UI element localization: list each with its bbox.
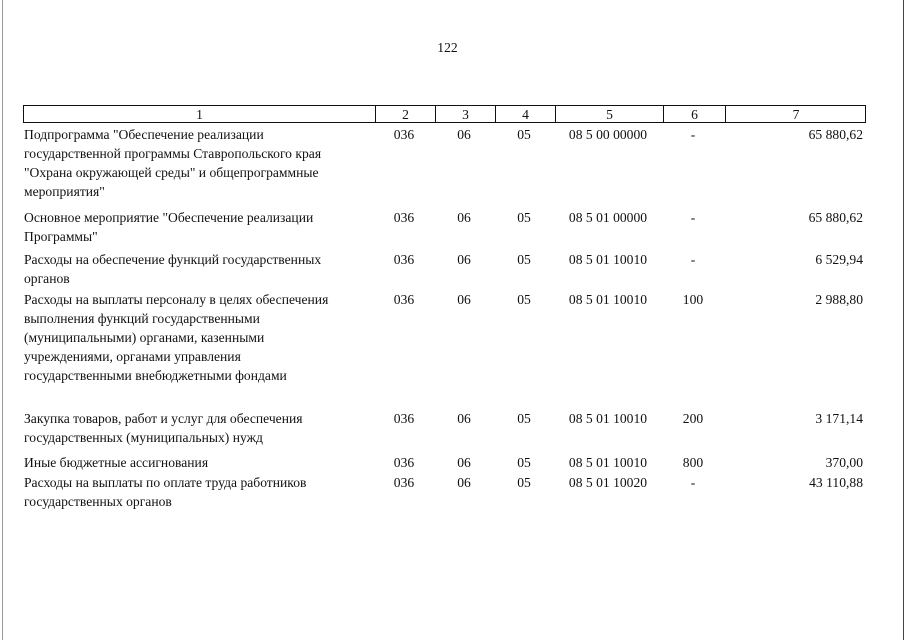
row-code-section: 06 [457,127,471,142]
row-code-section: 06 [457,455,471,470]
row-name: Подпрограмма "Обеспечение реализации государственной программы Ставропольского края "Охрана окружающей среды" и общепрограммные мероприятия" [24,127,322,199]
row-code-subsection: 05 [517,210,531,225]
row-code-ministry: 036 [393,475,415,490]
row-code-section: 06 [457,292,471,307]
row-name: Иные бюджетные ассигнования [24,455,209,470]
row-name: Расходы на выплаты персоналу в целях обеспечения выполнения функций государственными (муниципальными) органами, казенными учреждениями, органами управления государственными внебюджетными фондами [24,292,329,383]
row-amount: 65 880,62 [808,210,863,225]
row-code-section: 06 [457,475,471,490]
row-code-expense-type: - [690,475,696,490]
row-name: Закупка товаров, работ и услуг для обеспечения государственных (муниципальных) нужд [24,411,303,445]
row-amount: 370,00 [825,455,863,470]
row-amount: 2 988,80 [815,292,863,307]
row-code-target: 08 5 01 10010 [568,292,648,307]
row-amount: 65 880,62 [808,127,863,142]
row-code-subsection: 05 [517,411,531,426]
row-code-target: 08 5 01 00000 [568,210,648,225]
page-edge-right [903,0,904,640]
row-code-expense-type: - [690,252,696,267]
row-name: Расходы на выплаты по оплате труда работников государственных органов [24,475,307,509]
row-code-subsection: 05 [517,475,531,490]
row-code-ministry: 036 [393,455,415,470]
column-header-5: 5 [555,106,663,122]
row-code-section: 06 [457,411,471,426]
column-header-1: 1 [196,107,203,122]
column-header-3: 3 [435,106,495,122]
row-amount: 3 171,14 [815,411,863,426]
row-amount: 43 110,88 [809,475,863,490]
column-header-6: 6 [663,106,725,122]
row-code-ministry: 036 [393,210,415,225]
row-code-target: 08 5 01 10010 [568,455,648,470]
row-code-target: 08 5 01 10010 [568,252,648,267]
page-edge-left [2,0,3,640]
row-code-subsection: 05 [517,455,531,470]
row-name: Основное мероприятие "Обеспечение реализации Программы" [24,210,314,244]
page-number: 122 [437,40,458,55]
row-code-target: 08 5 01 10020 [568,475,648,490]
row-code-subsection: 05 [517,252,531,267]
row-code-expense-type: 100 [682,292,704,307]
row-code-expense-type: - [690,127,696,142]
row-code-section: 06 [457,252,471,267]
row-code-expense-type: 800 [682,455,704,470]
row-code-ministry: 036 [393,127,415,142]
row-code-expense-type: - [690,210,696,225]
row-name: Расходы на обеспечение функций государственных органов [24,252,322,286]
row-code-section: 06 [457,210,471,225]
column-header-7: 7 [725,106,866,122]
column-header-2: 2 [375,106,435,122]
row-code-target: 08 5 01 10010 [568,411,648,426]
row-code-subsection: 05 [517,292,531,307]
row-code-expense-type: 200 [682,411,704,426]
row-code-ministry: 036 [393,292,415,307]
row-code-target: 08 5 00 00000 [568,127,648,142]
table-header-row [23,105,866,123]
row-code-ministry: 036 [393,252,415,267]
row-amount: 6 529,94 [815,252,863,267]
row-code-subsection: 05 [517,127,531,142]
column-header-4: 4 [495,106,555,122]
row-code-ministry: 036 [393,411,415,426]
